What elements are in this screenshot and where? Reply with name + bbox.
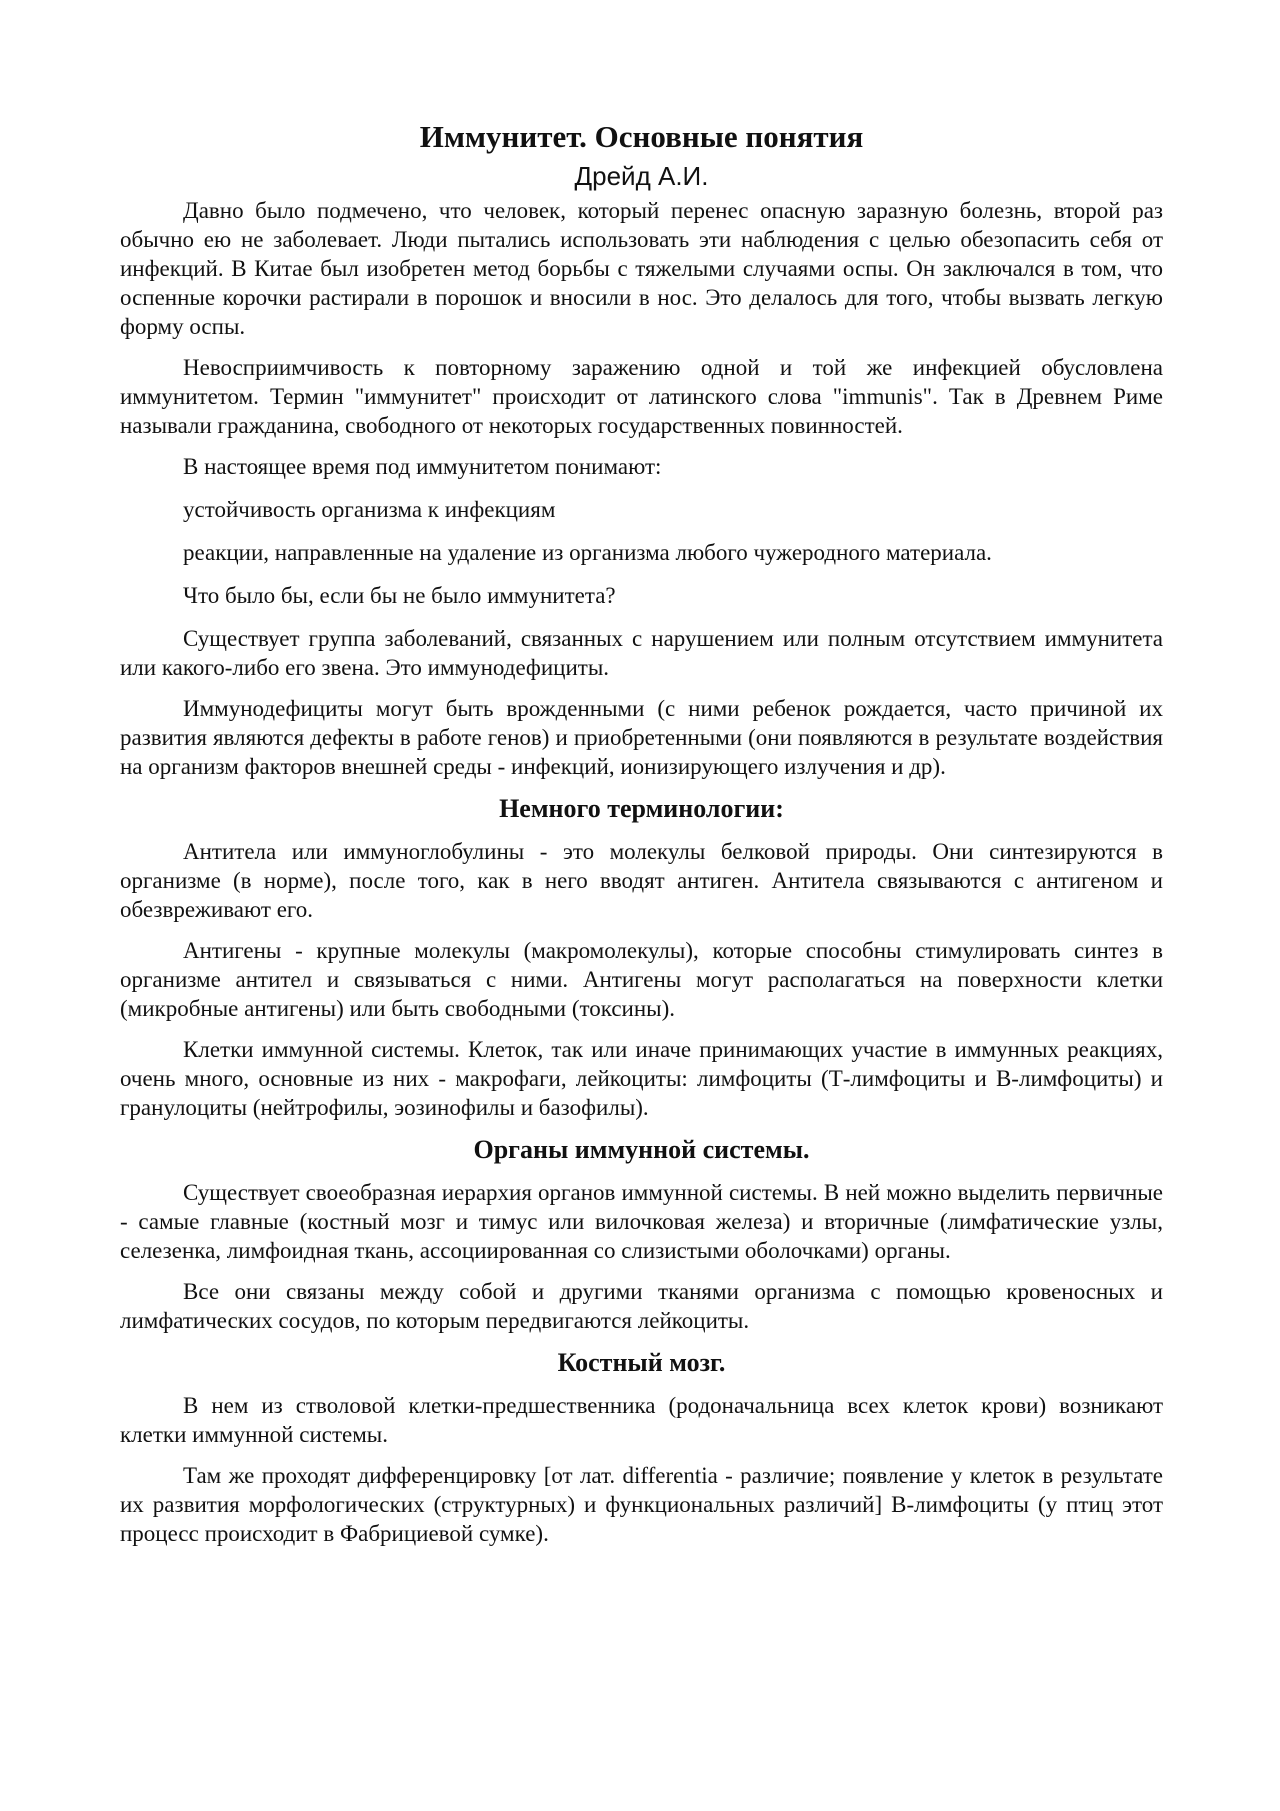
organs-heading: Органы иммунной системы. — [473, 1135, 810, 1164]
intro-question: Что было бы, если бы не было иммунитета? — [183, 583, 616, 608]
document-author: Дрейд А.И. — [574, 161, 709, 191]
terminology-paragraph-2: Антигены - крупные молекулы (макромолекулы), которые способны стимулировать синтез в организме антител и связываться с ними. Антигены могут располагаться на поверхности клетки (микробные антигены) или быть свободными (токсины). — [120, 938, 1163, 1021]
intro-paragraph-6: Иммунодефициты могут быть врожденными (с ними ребенок рождается, часто причиной их развития являются дефекты в работе генов) и приобретенными (они появляются в результате воздействия на организм факторов внешней среды - инфекций, ионизирующего излучения и др). — [120, 696, 1163, 779]
terminology-paragraph-3: Клетки иммунной системы. Клеток, так или иначе принимающих участие в иммунных реакциях, очень много, основные из них - макрофаги, лейкоциты: лимфоциты (Т-лимфоциты и В-лимфоциты) и гранулоциты (нейтрофилы, эозинофилы и базофилы). — [120, 1037, 1163, 1120]
intro-paragraph-3: В настоящее время под иммунитетом понимают: — [183, 454, 662, 479]
terminology-heading: Немного терминологии: — [499, 794, 784, 823]
intro-paragraph-1: Давно было подмечено, что человек, который перенес опасную заразную болезнь, второй раз обычно ею не заболевает. Люди пытались использовать эти наблюдения с целью обезопасить себя от инфекций. В Китае был изобретен метод борьбы с тяжелыми случаями оспы. Он заключался в том, что оспенные корочки растирали в порошок и вносили в нос. Это делалось для того, чтобы вызвать легкую форму оспы. — [120, 198, 1163, 339]
marrow-paragraph-1: В нем из стволовой клетки-предшественника (родоначальница всех клеток крови) возникают клетки иммунной системы. — [120, 1393, 1163, 1447]
organs-paragraph-1: Существует своеобразная иерархия органов иммунной системы. В ней можно выделить первичные - самые главные (костный мозг и тимус или вилочковая железа) и вторичные (лимфатические узлы, селезенка, лимфоидная ткань, ассоциированная со слизистыми оболочками) органы. — [120, 1180, 1163, 1263]
intro-paragraph-5: Существует группа заболеваний, связанных с нарушением или полным отсутствием иммунитета или какого-либо его звена. Это иммунодефициты. — [120, 626, 1163, 680]
intro-paragraph-2: Невосприимчивость к повторному заражению одной и той же инфекцией обусловлена иммунитетом. Термин "иммунитет" происходит от латинского слова "immunis". Так в Древнем Риме называли гражданина, свободного от некоторых государственных повинностей. — [120, 355, 1163, 438]
document-page — [120, 118, 1163, 1560]
definition-item-1: устойчивость организма к инфекциям — [183, 497, 556, 522]
document-title: Иммунитет. Основные понятия — [419, 119, 864, 154]
marrow-paragraph-2: Там же проходят дифференцировку [от лат. differentia - различие; появление у клеток в результате их развития морфологических (структурных) и функциональных различий] В-лимфоциты (у птиц этот процесс происходит в Фабрициевой сумке). — [120, 1463, 1163, 1546]
definition-item-2: реакции, направленные на удаление из организма любого чужеродного материала. — [183, 540, 992, 565]
marrow-heading: Костный мозг. — [557, 1348, 726, 1377]
organs-paragraph-2: Все они связаны между собой и другими тканями организма с помощью кровеносных и лимфатических сосудов, по которым передвигаются лейкоциты. — [120, 1279, 1163, 1333]
terminology-paragraph-1: Антитела или иммуноглобулины - это молекулы белковой природы. Они синтезируются в организме (в норме), после того, как в него вводят антиген. Антитела связываются с антигеном и обезвреживают его. — [120, 839, 1163, 922]
